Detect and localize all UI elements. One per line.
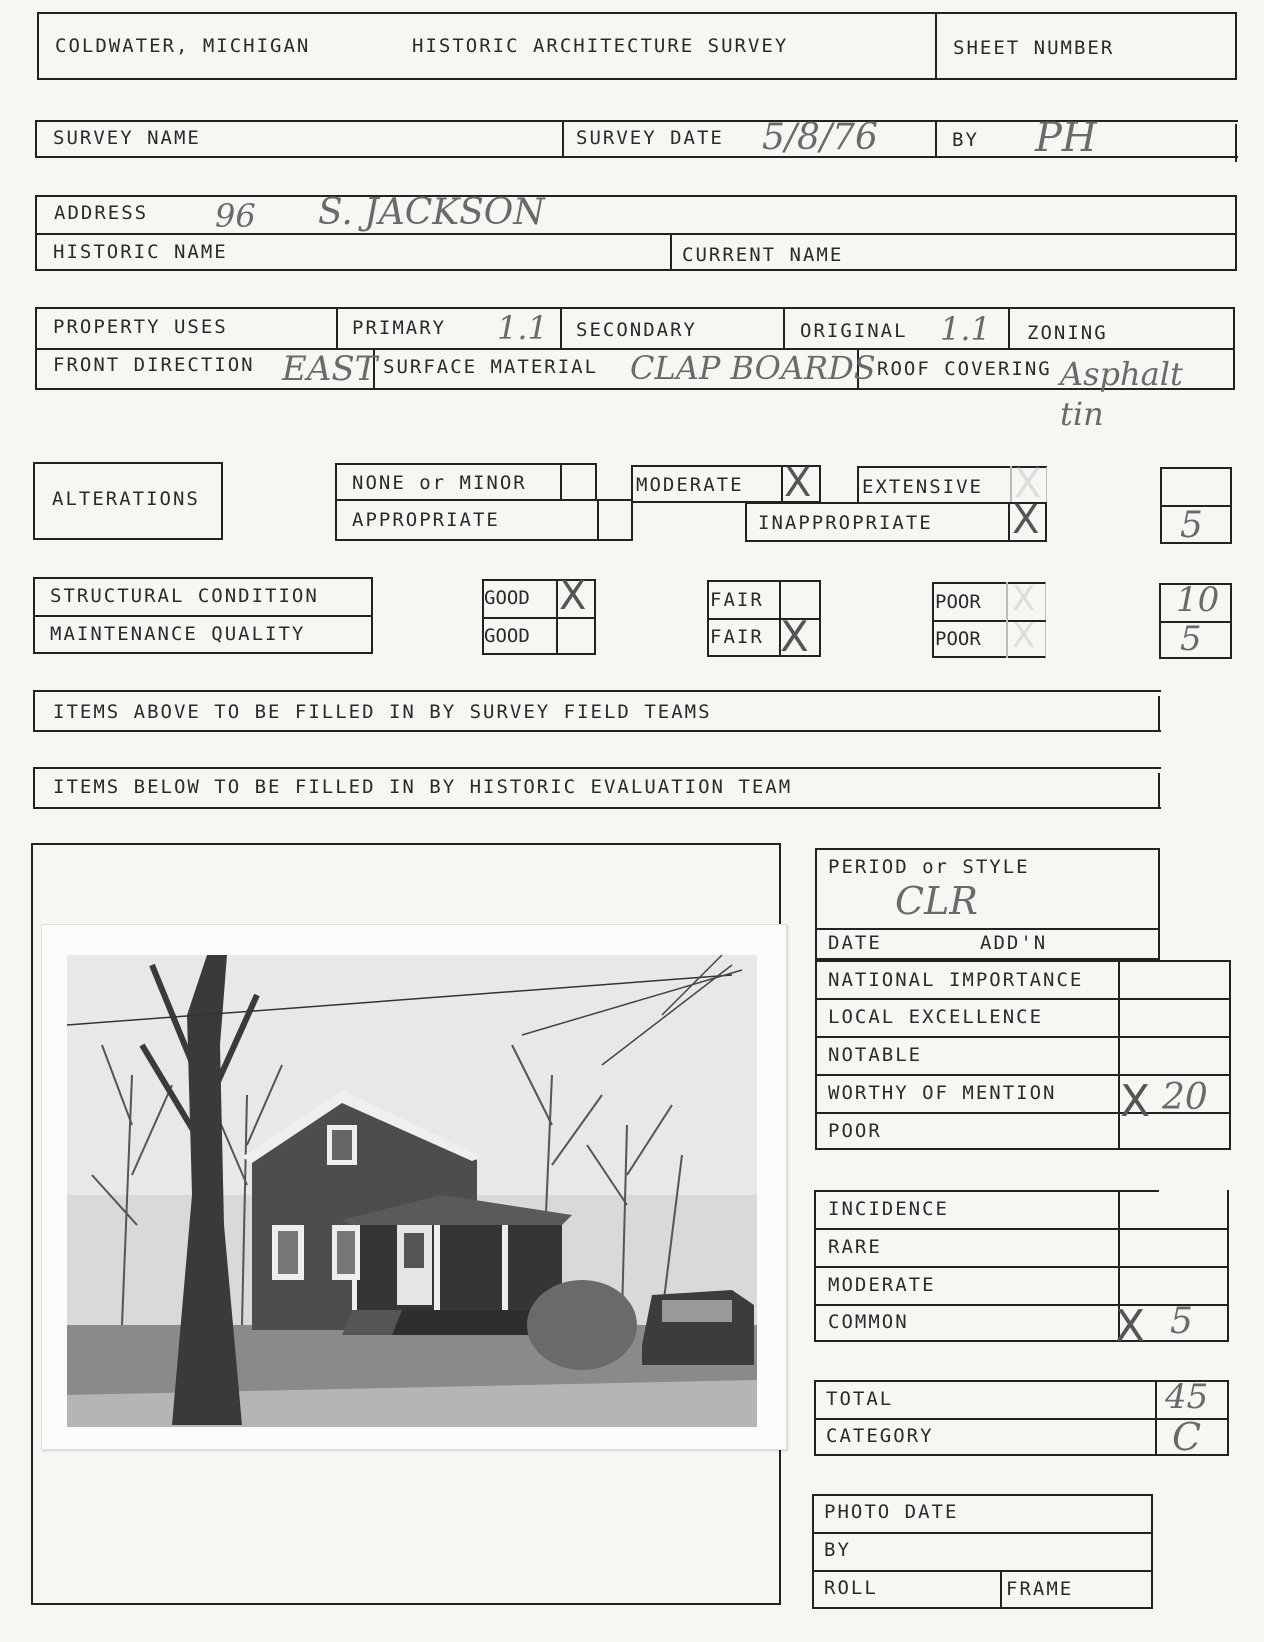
address-divider-v bbox=[670, 233, 672, 271]
survey-by-label: BY bbox=[952, 129, 979, 151]
front-direction-label: FRONT DIRECTION bbox=[53, 354, 255, 376]
house-photo-image bbox=[42, 925, 786, 1449]
alterations-label: ALTERATIONS bbox=[52, 488, 200, 510]
incidence-row-3 bbox=[814, 1304, 1229, 1306]
current-name-label: CURRENT NAME bbox=[682, 244, 844, 266]
incidence-row-1 bbox=[814, 1228, 1229, 1230]
property-div-2 bbox=[560, 307, 562, 348]
structural-score: 10 bbox=[1176, 580, 1220, 620]
total-label: TOTAL bbox=[826, 1388, 894, 1410]
local-label: LOCAL EXCELLENCE bbox=[828, 1006, 1044, 1028]
property-uses-label: PROPERTY USES bbox=[53, 316, 228, 338]
incidence-top bbox=[814, 1190, 1159, 1192]
zoning-label: ZONING bbox=[1027, 322, 1108, 344]
importance-row-1 bbox=[815, 998, 1231, 1000]
alt-inappropriate-check-divider bbox=[1008, 502, 1010, 542]
original-label: ORIGINAL bbox=[800, 320, 908, 342]
roof-covering-value-1: Asphalt bbox=[1060, 355, 1183, 393]
survey-date-label: SURVEY DATE bbox=[576, 127, 724, 149]
survey-name-label: SURVEY NAME bbox=[53, 127, 201, 149]
alt-appropriate-check-divider bbox=[597, 499, 599, 541]
survey-divider-1 bbox=[562, 120, 564, 158]
property-div-3 bbox=[783, 307, 785, 348]
total-value: 45 bbox=[1165, 1377, 1209, 1417]
roll-frame-divider bbox=[1000, 1570, 1002, 1609]
fair-label-maintenance: FAIR bbox=[710, 626, 764, 648]
survey-divider-2 bbox=[935, 120, 937, 158]
original-value: 1.1 bbox=[940, 310, 991, 348]
category-value: C bbox=[1172, 1415, 1202, 1459]
poor-structural-check: X bbox=[1012, 579, 1036, 619]
rare-label: RARE bbox=[828, 1236, 882, 1258]
address-label: ADDRESS bbox=[54, 202, 149, 224]
note-below-right bbox=[1158, 773, 1160, 809]
sheet-number-label: SHEET NUMBER bbox=[953, 37, 1115, 59]
maintenance-score: 5 bbox=[1180, 619, 1202, 659]
category-label: CATEGORY bbox=[826, 1425, 934, 1447]
incidence-label: INCIDENCE bbox=[828, 1198, 949, 1220]
total-col-divider bbox=[1155, 1380, 1157, 1456]
city-label: COLDWATER, MICHIGAN bbox=[55, 35, 311, 57]
roof-covering-label: ROOF COVERING bbox=[877, 358, 1052, 380]
fair-maintenance-check: X bbox=[780, 612, 809, 661]
notable-label: NOTABLE bbox=[828, 1044, 923, 1066]
common-score: 5 bbox=[1170, 1301, 1193, 1342]
surface-material-label: SURFACE MATERIAL bbox=[383, 356, 599, 378]
frame-label: FRAME bbox=[1006, 1578, 1074, 1600]
alt-inappropriate-label: INAPPROPRIATE bbox=[758, 512, 933, 534]
poor-divider-v bbox=[1006, 582, 1008, 658]
alt-extensive-label: EXTENSIVE bbox=[862, 476, 983, 498]
header-divider bbox=[935, 14, 937, 78]
worthy-check: X bbox=[1120, 1076, 1151, 1127]
survey-right-edge bbox=[1235, 124, 1237, 162]
common-label: COMMON bbox=[828, 1311, 909, 1333]
period-divider bbox=[815, 928, 1160, 930]
period-label: PERIOD or STYLE bbox=[828, 856, 1030, 878]
importance-poor-label: POOR bbox=[828, 1120, 882, 1142]
historic-name-label: HISTORIC NAME bbox=[53, 241, 228, 263]
roll-label: ROLL bbox=[824, 1577, 878, 1599]
maintenance-label: MAINTENANCE QUALITY bbox=[50, 623, 306, 645]
worthy-label: WORTHY OF MENTION bbox=[828, 1082, 1057, 1104]
condition-label-divider bbox=[33, 615, 373, 617]
survey-by-value: PH bbox=[1035, 115, 1097, 161]
good-label-structural: GOOD bbox=[484, 587, 530, 609]
note-above-text: ITEMS ABOVE TO BE FILLED IN BY SURVEY FIELD TEAMS bbox=[53, 701, 712, 723]
fair-label-structural: FAIR bbox=[710, 589, 764, 611]
poor-maintenance-check: X bbox=[1012, 616, 1036, 656]
address-street: S. JACKSON bbox=[318, 192, 545, 233]
incidence-row-2 bbox=[814, 1266, 1229, 1268]
front-direction-value: EAST bbox=[282, 349, 378, 389]
structural-label: STRUCTURAL CONDITION bbox=[50, 585, 319, 607]
importance-row-2 bbox=[815, 1036, 1231, 1038]
photo-by-label: BY bbox=[824, 1539, 851, 1561]
addn-label: ADD'N bbox=[980, 932, 1048, 954]
period-value: CLR bbox=[895, 879, 978, 923]
alt-none-label: NONE or MINOR bbox=[352, 472, 527, 494]
date-label: DATE bbox=[828, 932, 882, 954]
survey-date-value: 5/8/76 bbox=[762, 117, 878, 158]
alt-extensive-check: X bbox=[1014, 461, 1042, 507]
property-div-1 bbox=[336, 307, 338, 348]
photo-date-label: PHOTO DATE bbox=[824, 1501, 959, 1523]
poor-label-maintenance: POOR bbox=[935, 628, 981, 650]
incidence-moderate-label: MODERATE bbox=[828, 1274, 936, 1296]
primary-label: PRIMARY bbox=[352, 317, 447, 339]
form-title: HISTORIC ARCHITECTURE SURVEY bbox=[412, 35, 789, 57]
alt-moderate-check: X bbox=[784, 460, 812, 506]
importance-row-3 bbox=[815, 1074, 1231, 1076]
photo-date-divider-2 bbox=[812, 1570, 1153, 1572]
house-photo bbox=[41, 924, 787, 1450]
alt-none-check-divider bbox=[560, 463, 562, 501]
total-divider bbox=[814, 1418, 1229, 1420]
alt-moderate-label: MODERATE bbox=[636, 474, 744, 496]
alt-moderate-check-divider bbox=[781, 465, 783, 503]
poor-label-structural: POOR bbox=[935, 591, 981, 613]
alt-score: 5 bbox=[1180, 505, 1203, 546]
good-divider-v bbox=[556, 579, 558, 655]
photo-date-divider-1 bbox=[812, 1532, 1153, 1534]
note-above-right bbox=[1158, 696, 1160, 732]
alt-inappropriate-check: X bbox=[1012, 497, 1040, 543]
common-check: X bbox=[1115, 1301, 1146, 1352]
good-structural-check: X bbox=[559, 573, 587, 619]
worthy-score: 20 bbox=[1162, 1077, 1208, 1118]
roof-covering-value-2: tin bbox=[1060, 395, 1104, 433]
secondary-label: SECONDARY bbox=[576, 319, 697, 341]
surface-material-value: CLAP BOARDS bbox=[630, 349, 876, 387]
good-label-maintenance: GOOD bbox=[484, 625, 530, 647]
note-below-text: ITEMS BELOW TO BE FILLED IN BY HISTORIC EVALUATION TEAM bbox=[53, 776, 793, 798]
address-number: 96 bbox=[215, 197, 256, 235]
property-div-4 bbox=[1008, 307, 1010, 348]
national-label: NATIONAL IMPORTANCE bbox=[828, 969, 1084, 991]
primary-value: 1.1 bbox=[497, 309, 548, 347]
alt-appropriate-label: APPROPRIATE bbox=[352, 509, 500, 531]
